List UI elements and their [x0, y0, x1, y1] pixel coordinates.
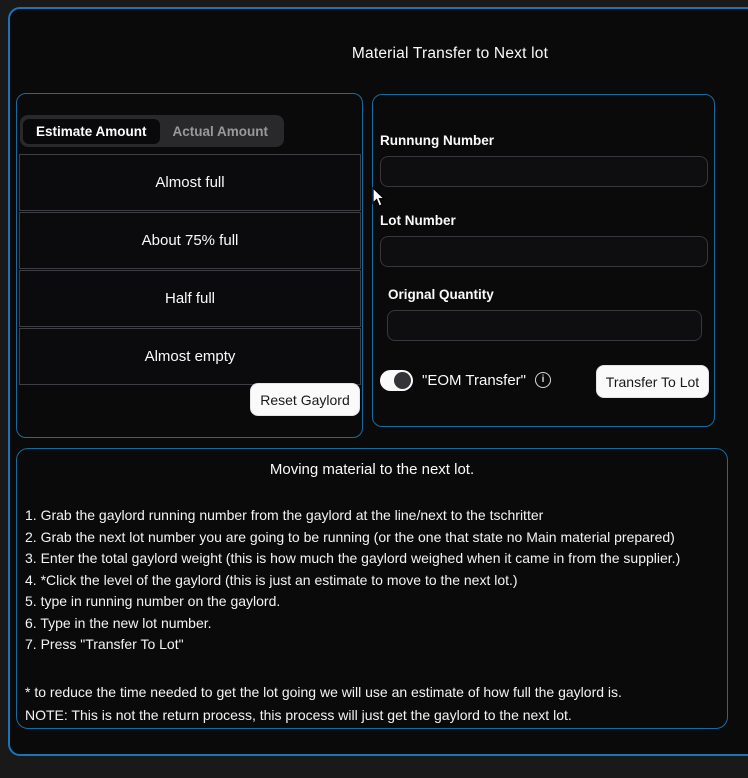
instruction-step: 5. type in running number on the gaylord. [25, 593, 281, 609]
instruction-step: 3. Enter the total gaylord weight (this is how much the gaylord weighed when it came in from the supplier.) [25, 550, 681, 566]
instruction-step: 2. Grab the next lot number you are going to be running (or the one that state no Main material prepared) [25, 528, 675, 545]
instructions-heading: Moving material to the next lot. [269, 461, 475, 478]
transfer-to-lot-button[interactable]: Transfer To Lot [596, 365, 709, 398]
instruction-note: * to reduce the time needed to get the lot going we will use an estimate of how full the gaylord is. [25, 684, 622, 700]
reset-gaylord-button[interactable]: Reset Gaylord [250, 383, 360, 416]
level-button-almost-empty[interactable]: Almost empty [19, 328, 361, 385]
eom-transfer-label: "EOM Transfer" [422, 371, 527, 389]
transfer-form-panel [372, 94, 715, 427]
material-transfer-window [8, 7, 748, 756]
amount-tab-bar [20, 115, 284, 147]
instruction-step: 1. Grab the gaylord running number from the gaylord at the line/next to the tschritter [25, 507, 544, 523]
running-number-input[interactable] [380, 156, 708, 187]
eom-transfer-row [380, 367, 551, 393]
eom-transfer-toggle[interactable] [380, 370, 413, 391]
instruction-steps [25, 505, 719, 656]
tab-actual-amount[interactable]: Actual Amount [172, 123, 269, 139]
lot-number-label: Lot Number [380, 213, 456, 228]
instruction-step: 6. Type in the new lot number. [25, 614, 212, 631]
instruction-note: NOTE: This is not the return process, this process will just get the gaylord to the next lot. [25, 706, 572, 723]
estimate-panel [16, 93, 363, 438]
page-title: Material Transfer to Next lot [351, 45, 549, 62]
lot-number-input[interactable] [380, 236, 708, 267]
level-button-almost-full[interactable]: Almost full [19, 154, 361, 211]
instruction-step: 7. Press "Transfer To Lot" [25, 636, 184, 652]
toggle-knob [394, 372, 411, 389]
running-number-label: Runnung Number [380, 133, 494, 148]
instruction-notes [25, 681, 719, 726]
instructions-panel [16, 448, 728, 729]
level-button-75-full[interactable]: About 75% full [19, 212, 361, 269]
level-button-half-full[interactable]: Half full [19, 270, 361, 327]
original-quantity-input[interactable] [387, 310, 702, 341]
original-quantity-label: Orignal Quantity [388, 287, 494, 302]
info-circle-icon[interactable]: i [535, 372, 551, 388]
tab-estimate-amount[interactable]: Estimate Amount [23, 119, 160, 144]
instruction-step: 4. *Click the level of the gaylord (this is just an estimate to move to the next lot.) [25, 571, 518, 588]
